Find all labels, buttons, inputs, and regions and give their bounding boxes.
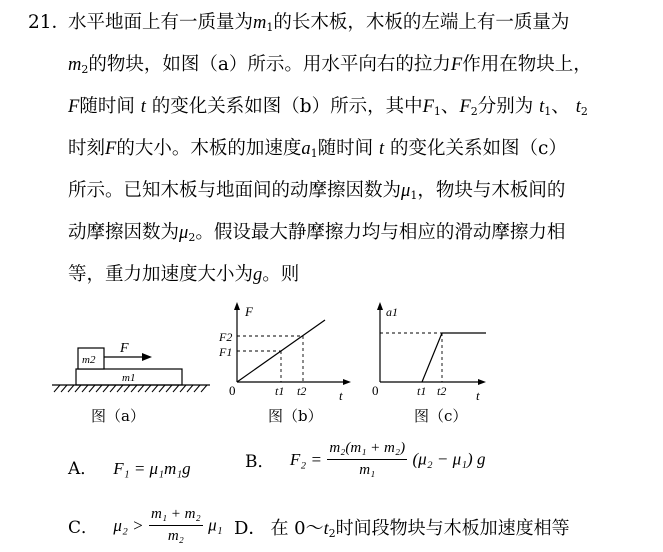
force-arrowhead: [142, 353, 152, 361]
caption-c: 图（c）: [414, 407, 468, 425]
figure-b: [215, 300, 365, 410]
b-x-label: t: [339, 388, 343, 403]
question-line-5: 所示。已知木板与地面间的动摩擦因数为$\mu_1$，物块与木板间的: [68, 180, 566, 202]
figure-a: [40, 300, 220, 410]
b-tick-t2: t2: [297, 384, 307, 398]
question-line-7: 等，重力加速度大小为g。则: [68, 264, 300, 285]
b-tick-t1: t1: [275, 384, 285, 398]
b-tick-F2: F2: [219, 330, 233, 344]
option-d: D． 在 $0\sim t_2$时间段物块与木板加速度相等: [234, 518, 570, 540]
question-line-3: F随时间 t 的变化关系如图（b）所示，其中$F_1$、$F_2$分别为 $t_1$、 $t_2$: [68, 96, 588, 118]
b-y-label: F: [245, 304, 253, 319]
figure-c: [366, 300, 496, 410]
c-tick-t1: t1: [417, 384, 427, 398]
c-graph-line: [422, 333, 486, 382]
question-number: 21．: [28, 12, 71, 33]
c-tick-t2: t2: [437, 384, 447, 398]
b-origin: 0: [229, 383, 236, 398]
board-label: m1: [122, 372, 136, 384]
b-tick-F1: F1: [219, 345, 233, 359]
option-c: C． μ₂ > $\frac{\text{m₁ + m₂}}{\text{m₂}}$ μ₁: [68, 506, 223, 544]
c-x-label: t: [476, 388, 480, 403]
question-line-1: 水平地面上有一质量为$m_1$的长木板，木板的左端上有一质量为: [68, 12, 570, 34]
block-label: m2: [82, 354, 96, 366]
force-label: F: [120, 341, 129, 356]
option-b: B． F₂ = $\frac{\text{m₂(m₁ + m₂)}}{\text{m₁}}$ (μ₂ − μ₁) g: [245, 440, 486, 478]
ground-hatching: [54, 385, 207, 392]
caption-a: 图（a）: [91, 407, 145, 425]
c-origin: 0: [372, 383, 379, 398]
question-line-2: $m_2$的物块，如图（a）所示。用水平向右的拉力F作用在物块上，: [68, 54, 592, 76]
question-line-6: 动摩擦因数为$\mu_2$。假设最大静摩擦力均与相应的滑动摩擦力相: [68, 222, 566, 244]
question-line-4: 时刻F的大小。木板的加速度$a_1$随时间 t 的变化关系如图（c）: [68, 138, 567, 160]
option-a: A． F₁ = μ₁m₁g: [68, 459, 191, 479]
caption-b: 图（b）: [268, 407, 323, 425]
c-y-label: a1: [386, 305, 398, 319]
